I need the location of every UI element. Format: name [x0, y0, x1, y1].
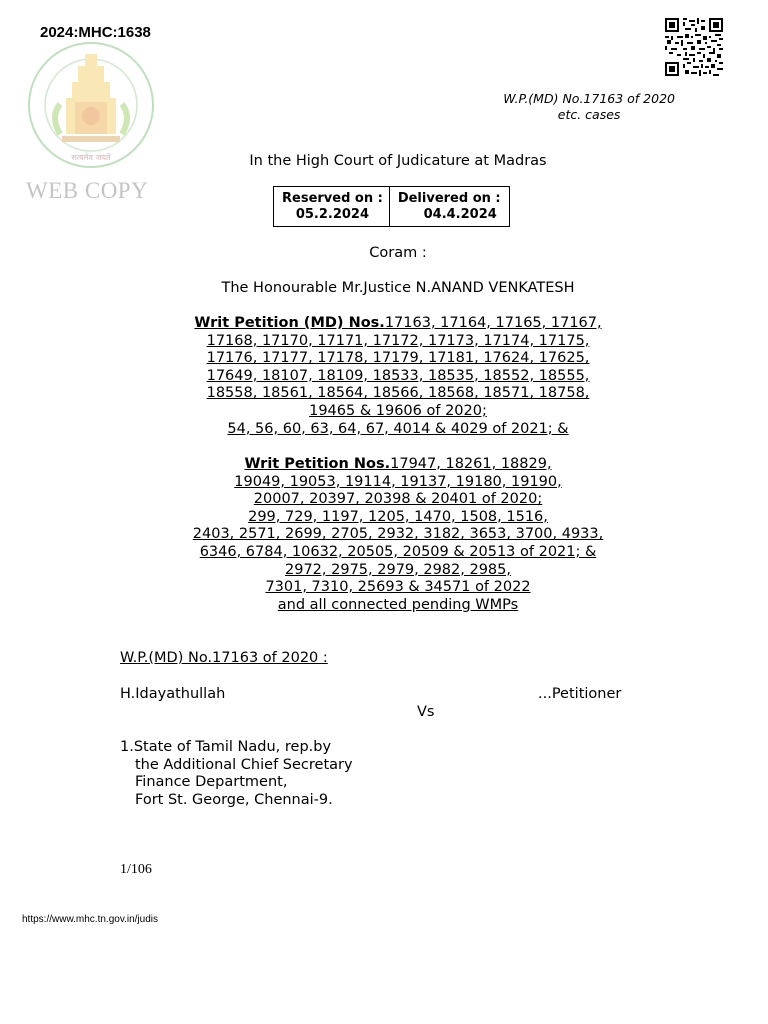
wp-md-heading: Writ Petition (MD) Nos. — [194, 315, 385, 331]
petitioner-name: H.Idayathullah — [120, 686, 226, 702]
wp-line: 17947, 18261, 18829, — [390, 456, 552, 472]
writ-petition-md-list — [0, 315, 768, 438]
wp-line: 7301, 7310, 25693 & 34571 of 2022 — [265, 579, 531, 596]
judge-name: The Honourable Mr.Justice N.ANAND VENKATESH — [221, 280, 575, 296]
wp-md-line: 17168, 17170, 17171, 17172, 17173, 17174, 17175, — [206, 332, 590, 349]
footer-url[interactable]: https://www.mhc.tn.gov.in/judis — [22, 914, 158, 925]
qr-code-icon — [663, 18, 725, 76]
wp-line: 6346, 6784, 10632, 20505, 20509 & 20513 of 2021; & — [199, 543, 597, 560]
writ-petition-list — [0, 456, 768, 614]
case-heading: W.P.(MD) No.17163 of 2020 : — [120, 650, 328, 666]
wp-line: 299, 729, 1197, 1205, 1470, 1508, 1516, — [248, 508, 548, 525]
versus-label: Vs — [417, 704, 435, 720]
delivered-label: Delivered on : — [397, 191, 501, 206]
wp-md-line: 17649, 18107, 18109, 18533, 18535, 18552, 18555, — [206, 367, 590, 384]
respondent-line: Fort St. George, Chennai-9. — [135, 791, 333, 808]
delivered-date: 04.4.2024 — [423, 207, 497, 222]
court-title: In the High Court of Judicature at Madras — [249, 153, 547, 169]
respondent-line: Finance Department, — [135, 774, 288, 791]
wp-line: 2972, 2975, 2979, 2982, 2985, — [285, 561, 511, 578]
respondent-block — [120, 739, 353, 809]
delivered-cell — [389, 187, 509, 226]
svg-text:सत्यमेव जयते: सत्यमेव जयते — [71, 153, 111, 162]
neutral-citation: 2024:MHC:1638 — [40, 24, 151, 41]
wp-md-line: 17176, 17177, 17178, 17179, 17181, 17624, 17625, — [206, 350, 590, 367]
wp-md-line: 19465 & 19606 of 2020; — [309, 402, 487, 419]
wp-md-line: 54, 56, 60, 63, 64, 67, 4014 & 4029 of 2021; & — [227, 420, 569, 437]
petitioner-role: ...Petitioner — [538, 686, 622, 702]
respondent-line: 1.State of Tamil Nadu, rep.by — [120, 739, 332, 755]
wp-md-line: 17163, 17164, 17165, 17167, — [384, 315, 602, 331]
reserved-cell — [274, 187, 389, 226]
reserved-date: 05.2.2024 — [295, 207, 370, 222]
case-reference-line: etc. cases — [557, 107, 621, 122]
wp-line: 20007, 20397, 20398 & 20401 of 2020; — [253, 491, 543, 508]
wp-line: 2403, 2571, 2699, 2705, 2932, 3182, 3653, 3700, 4933, — [192, 526, 604, 543]
coram-heading: Coram : — [369, 245, 427, 261]
wp-line: and all connected pending WMPs — [277, 596, 519, 613]
case-reference — [503, 91, 675, 123]
dates-table — [273, 186, 510, 227]
web-copy-watermark: WEB COPY — [26, 178, 149, 203]
wp-heading: Writ Petition Nos. — [244, 456, 391, 472]
respondent-line: the Additional Chief Secretary — [135, 756, 353, 773]
reserved-label: Reserved on : — [282, 191, 383, 206]
page-number: 1/106 — [120, 862, 152, 877]
wp-md-line: 18558, 18561, 18564, 18566, 18568, 18571, 18758, — [206, 385, 590, 402]
case-reference-line: W.P.(MD) No.17163 of 2020 — [503, 91, 675, 106]
wp-line: 19049, 19053, 19114, 19137, 19180, 19190, — [234, 473, 562, 490]
